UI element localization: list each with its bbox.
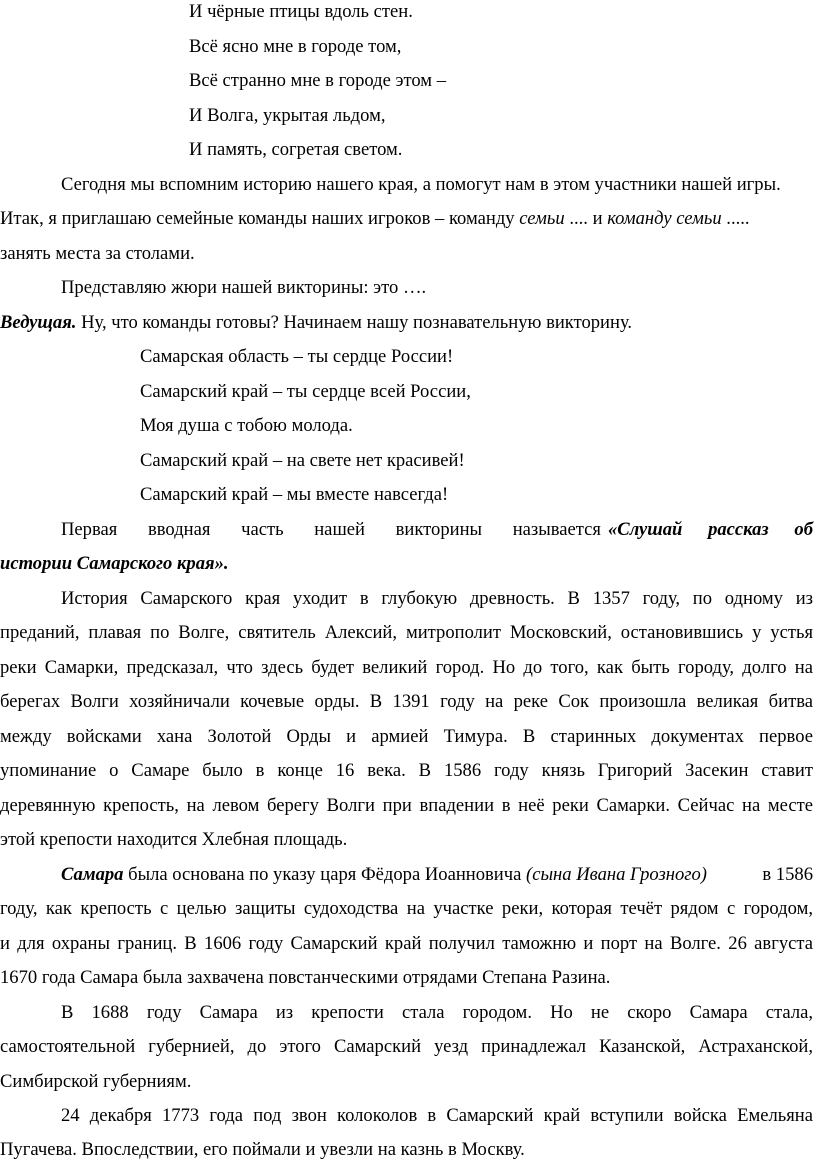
p1773-line-1: 24 декабря 1773 года под звон колоколов в Самарский край вступили войска Емельяна (61, 1105, 813, 1126)
samara-label: Самара (61, 864, 124, 885)
poem1-line-3: Всё странно мне в городе этом – (189, 70, 446, 91)
poem2-line-4: Самарский край – на свете нет красивей! (140, 450, 465, 471)
history-line-2: преданий, плавая по Волге, святитель Алексий, митрополит Московский, остановившись у устья (0, 622, 813, 643)
samara-text-d: в 1586 (762, 864, 813, 885)
poem1-line-4: И Волга, укрытая льдом, (189, 105, 386, 126)
samara-line-1 (61, 864, 813, 886)
host-line (0, 312, 813, 334)
intro-line-2 (0, 208, 813, 230)
family-2: команду семьи (607, 208, 722, 229)
p1688-line-2: самостоятельной губернией, до этого Самарский уезд принадлежал Казанской, Астраханской, (0, 1036, 813, 1057)
p1688-line-1: В 1688 году Самара из крепости стала городом. Но не скоро Самара стала, (61, 1002, 813, 1023)
intro-text-a: Итак, я приглашаю семейные команды наших игроков – команду (0, 208, 520, 229)
history-line-4: берегах Волги хозяйничали кочевые орды. В 1391 году на реке Сок произошла великая битва (0, 691, 813, 712)
host-label: Ведущая. (0, 312, 77, 333)
part1-words-1: Первая вводная часть нашей викторины называется (61, 519, 601, 540)
poem2-line-2: Самарский край – ты сердце всей России, (140, 381, 471, 402)
intro-text-c: .... и (564, 208, 608, 229)
intro-line-1: Сегодня мы вспомним историю нашего края, а помогут нам в этом участники нашей игры. (61, 174, 781, 195)
poem1-line-2: Всё ясно мне в городе том, (189, 36, 402, 57)
part1-title-a: «Слушай рассказ об (608, 519, 813, 540)
samara-text-c: (сына Ивана Грозного) (526, 864, 707, 885)
samara-text-b: была основана по указу царя Фёдора Иоанновича (123, 864, 527, 885)
history-line-3: реки Самарки, предсказал, что здесь будет великий город. Но до того, как быть городу, долго на (0, 657, 813, 678)
history-line-1: История Самарского края уходит в глубокую древность. В 1357 году, по одному из (61, 588, 813, 609)
intro-text-e: ..... (721, 208, 750, 229)
history-line-7: деревянную крепость, на левом берегу Волги при впадении в неё реки Самарки. Сейчас на месте (0, 795, 813, 816)
part1-line-1 (61, 519, 813, 541)
part1-line-2: истории Самарского края». (0, 553, 229, 574)
poem1-line-5: И память, согретая светом. (189, 139, 403, 160)
samara-line-4: 1670 года Самара была захвачена повстанческими отрядами Степана Разина. (0, 967, 611, 988)
history-line-6: упоминание о Самаре было в конце 16 века. В 1586 году князь Григорий Засекин ставит (0, 760, 813, 781)
poem2-line-1: Самарская область – ты сердце России! (140, 346, 454, 367)
jury-line: Представляю жюри нашей викторины: это …. (61, 277, 427, 298)
family-1: семьи (519, 208, 565, 229)
poem2-line-3: Моя душа с тобою молода. (140, 415, 353, 436)
history-line-5: между войсками хана Золотой Орды и армией Тимура. В старинных документах первое (0, 726, 813, 747)
poem1-line-1: И чёрные птицы вдоль стен. (189, 1, 413, 22)
poem2-line-5: Самарский край – мы вместе навсегда! (140, 484, 449, 505)
intro-line-3: занять места за столами. (0, 243, 195, 264)
p1688-line-3: Симбирской губерниям. (0, 1071, 192, 1092)
samara-line-2: году, как крепость с целью защиты судоходства на участке реки, которая течёт рядом с городом, (0, 898, 813, 919)
history-line-8: этой крепости находится Хлебная площадь. (0, 829, 348, 850)
p1773-line-2: Пугачева. Впоследствии, его поймали и увезли на казнь в Москву. (0, 1139, 525, 1160)
host-text: Ну, что команды готовы? Начинаем нашу познавательную викторину. (76, 312, 633, 333)
samara-line-3: и для охраны границ. В 1606 году Самарский край получил таможню и порт на Волге. 26 августа (0, 933, 813, 954)
